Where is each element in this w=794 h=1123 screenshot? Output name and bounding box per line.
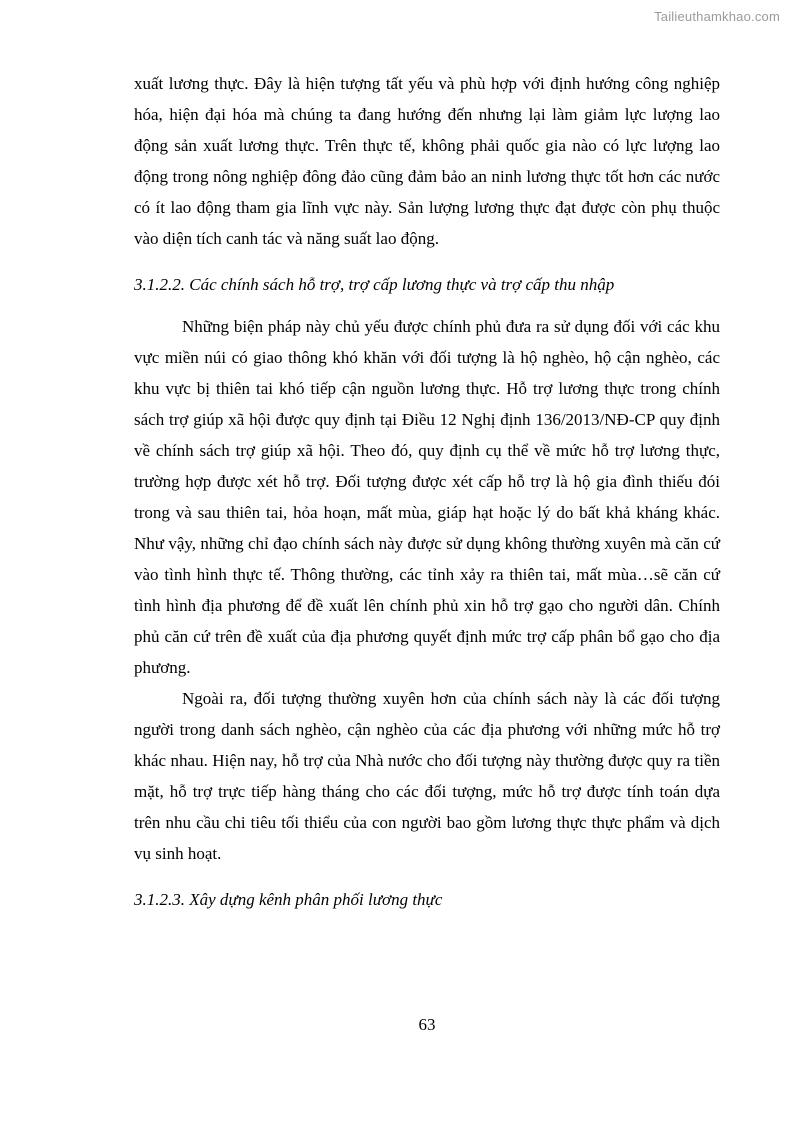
paragraph-regular-subjects: Ngoài ra, đối tượng thường xuyên hơn của chính sách này là các đối tượng người trong danh sách nghèo, cận nghèo của các địa phương với những mức hỗ trợ khác nhau. Hiện nay, hỗ trợ của Nhà nước cho đối tượng này thường được quy ra tiền mặt, hỗ trợ trực tiếp hàng tháng cho các đối tượng, mức hỗ trợ được tính toán dựa trên nhu cầu chi tiêu tối thiểu của con người bao gồm lương thực thực phẩm và dịch vụ sinh hoạt. [134,689,720,863]
page-number: 63 [418,1015,436,1034]
paragraph-continuation: xuất lương thực. Đây là hiện tượng tất yếu và phù hợp với định hướng công nghiệp hóa, hiện đại hóa mà chúng ta đang hướng đến nhưng lại làm giảm lực lượng lao động sản xuất lương thực. Trên thực tế, không phải quốc gia nào có lực lượng lao động trong nông nghiệp đông đảo cũng đảm bảo an ninh lương thực tốt hơn các nước có ít lao động tham gia lĩnh vực này. Sản lượng lương thực đạt được còn phụ thuộc vào diện tích canh tác và năng suất lao động. [134,74,720,248]
document-body [134,68,720,926]
paragraph-support-policies: Những biện pháp này chủ yếu được chính phủ đưa ra sử dụng đối với các khu vực miền núi có giao thông khó khăn với đối tượng là hộ nghèo, hộ cận nghèo, các khu vực bị thiên tai khó tiếp cận nguồn lương thực. Hỗ trợ lương thực trong chính sách trợ giúp xã hội được quy định tại Điều 12 Nghị định 136/2013/NĐ-CP quy định về chính sách trợ giúp xã hội. Theo đó, quy định cụ thể về mức hỗ trợ lương thực, trường hợp được xét hỗ trợ. Đối tượng được xét cấp hỗ trợ là hộ gia đình thiếu đói trong và sau thiên tai, hỏa hoạn, mất mùa, giáp hạt hoặc lý do bất khả kháng khác. Như vậy, những chỉ đạo chính sách này được sử dụng không thường xuyên mà căn cứ vào tình hình thực tế. Thông thường, các tỉnh xảy ra thiên tai, mất mùa…sẽ căn cứ tình hình địa phương để đề xuất lên chính phủ xin hỗ trợ gạo cho người dân. Chính phủ căn cứ trên đề xuất của địa phương quyết định mức trợ cấp phân bổ gạo cho địa phương. [134,317,720,677]
watermark-text: Tailieuthamkhao.com [654,9,780,24]
section-heading-3-1-2-3: 3.1.2.3. Xây dựng kênh phân phối lương thực [134,890,443,909]
section-heading-3-1-2-2: 3.1.2.2. Các chính sách hỗ trợ, trợ cấp lương thực và trợ cấp thu nhập [134,275,615,294]
